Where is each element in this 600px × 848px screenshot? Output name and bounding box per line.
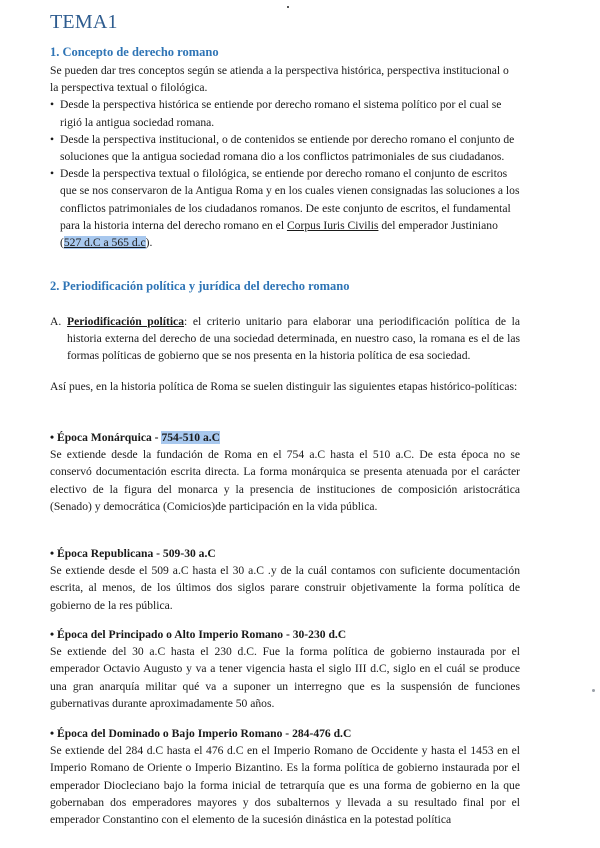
era-block [50,725,520,828]
section-1-body [50,62,520,251]
list-item: • Desde la perspectiva textual o filológica, se entiende por derecho romano el conjunto de escritos que se nos conservaron de la Antigua Roma y en los cuales vienen consignadas las soluciones a los conflictos patrimoniales de los ciudadanos romanos. De este conjunto de escritos, el fundamental para la historia interna del derecho romano en el Corpus Iuris Civilis del emperador Justiniano (527 d.C a 565 d.c). [50,167,520,250]
eras-intro: Así pues, en la historia política de Roma se suelen distinguir las siguientes etapas histórico-políticas: [50,380,518,393]
term-periodificacion: Periodificación política [67,315,185,328]
era-name: Época Monárquica - [56,431,162,444]
list-item: • Desde la perspectiva histórica se entiende por derecho romano el sistema político por el cual se rigió la antigua sociedad romana. [50,98,502,129]
era-description: Se extiende desde la fundación de Roma en el 754 a.C hasta el 510 a.C. De esta época no se conservó documentación escrita directa. La forma monárquica se presenta atenuada por el carácter electivo de la figura del monarca y la presencia de instituciones de composición aristocrática (Senado) y democrática (Comicios)de participación en la vida pública. [50,448,520,513]
list-letter: A. [50,315,62,328]
era-name: Época del Dominado o Bajo Imperio Romano - 284-476 d.C [56,727,352,740]
list-item: • Desde la perspectiva institucional, o de contenidos se entiende por derecho romano el conjunto de soluciones que la antigua sociedad romana dio a los conflictos patrimoniales de sus ciudadanos. [50,132,515,164]
era-name: Época del Principado o Alto Imperio Romano - 30-230 d.C [56,628,347,641]
section-2-intro [50,378,520,395]
bullet: • [50,547,55,560]
bullet: • [50,628,55,641]
bullet: • [50,431,55,444]
era-description: Se extiende desde el 509 a.C hasta el 30 a.C .y de la cuál contamos con suficiente documentación escrita, al menos, de los últimos dos siglos parare construir objetivamente la forma política de gobierno de la res pública. [50,564,520,612]
section-heading-1: 1. Concepto de derecho romano [50,45,219,59]
bullet-text: Desde la perspectiva textual o filológica, se entiende por derecho romano el conjunto de escritos que se nos conservaron de la Antigua Roma y en los cuales vienen consignadas las soluciones a los conflictos patrimoniales de los ciudadanos romanos. De este conjunto de escritos, el fundamental para la historia interna del derecho romano en el [60,167,520,232]
section-1-intro: Se pueden dar tres conceptos según se atienda a la perspectiva histórica, perspectiva institucional o la perspectiva textual o filológica. [50,64,509,95]
page-mark [287,6,289,8]
era-description: Se extiende del 284 d.C hasta el 476 d.C en el Imperio Romano de Occidente y hasta el 1453 en el Imperio Romano de Oriente o Imperio Bizantino. Es la forma política de gobierno instaurada por el emperador Diocleciano bajo la forma inicial de tetrarquía que es una forma de gobierno en la que gobernaban dos emperadores mayores y dos subalternos y llevada a su resultado final por el emperador Constantino con el elemento de la sucesión dinástica en la potestad política [50,744,520,827]
era-heading [50,725,520,742]
bullet-text: Desde la perspectiva histórica se entiende por derecho romano el sistema político por el cual se rigió la antigua sociedad romana. [60,98,502,129]
era-block [50,429,520,515]
page-mark [592,689,595,692]
era-name: Época Republicana - 509-30 a.C [56,547,216,560]
bullet: • [50,727,55,740]
highlighted-dates: 527 d.C a 565 d.c [63,236,146,250]
corpus-link-text: Corpus Iuris Civilis [286,218,379,232]
era-heading [50,626,520,643]
bullet-text: Desde la perspectiva institucional, o de contenidos se entiende por derecho romano el conjunto de soluciones que la antigua sociedad romana dio a los conflictos patrimoniales de sus ciudadanos. [60,132,515,164]
list-item-a [50,313,520,365]
term-definition: : el criterio unitario para elaborar una periodificación política de la historia externa del derecho de una sociedad determinada, en nuestro caso, la romana es el de las formas políticas de gobierno que se nos presenta en la historia política de esa sociedad. [67,315,520,363]
era-block [50,626,520,712]
bullet-text: del emperador Justiniano ( [60,218,498,250]
era-heading [50,429,520,446]
section-2-a [50,313,520,365]
era-heading [50,545,520,562]
highlighted-dates: 754-510 a.C [161,431,221,444]
bullet-text: ). [145,236,153,250]
era-block [50,545,520,614]
document-title: TEMA1 [50,11,118,33]
era-description: Se extiende del 30 a.C hasta el 230 d.C. Fue la forma política de gobierno instaurada por el emperador Octavio Augusto y va a tener vigencia hasta el siglo III d.C, siglo en el cuál se produce una gran anarquía militar qué va a suponer un interregno que es la suspensión de funciones gubernativas durante aproximadamente 50 años. [50,645,520,710]
section-heading-2: 2. Periodificación política y jurídica del derecho romano [50,279,350,293]
